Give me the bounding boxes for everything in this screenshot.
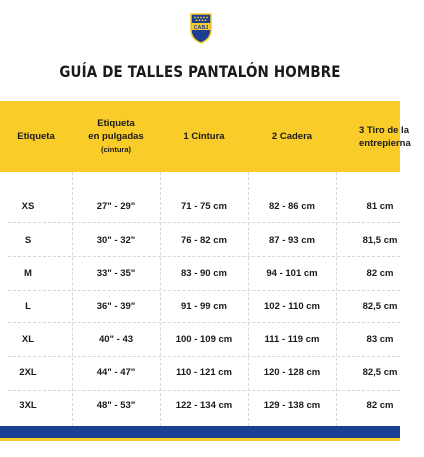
col-header-pulgadas-line2: en pulgadas (88, 131, 144, 142)
cell-pulgadas: 27" - 29" (96, 200, 136, 212)
cell-tiro: 83 cm (366, 333, 394, 345)
cell-tiro: 82 cm (366, 399, 394, 411)
col-header-pulgadas-line1: Etiqueta (97, 118, 135, 129)
cell-cintura: 76 - 82 cm (181, 234, 227, 246)
cell-pulgadas: 44" - 47" (96, 366, 136, 378)
cell-cintura: 100 - 109 cm (175, 333, 233, 345)
cell-cintura: 122 - 134 cm (175, 399, 233, 411)
col-header-cintura: 1 Cintura (183, 131, 225, 142)
club-crest-text: CABJ (193, 24, 209, 31)
col-header-etiqueta: Etiqueta (17, 131, 55, 142)
cell-cadera: 94 - 101 cm (266, 267, 318, 279)
cell-cintura: 91 - 99 cm (181, 300, 227, 312)
cell-cadera: 102 - 110 cm (264, 300, 320, 312)
table-header (0, 101, 411, 172)
cell-pulgadas: 40" - 43 (98, 333, 134, 345)
cell-cadera: 82 - 86 cm (269, 200, 315, 212)
col-header-pulgadas (72, 101, 160, 172)
club-crest-logo (189, 12, 213, 44)
cell-pulgadas: 48" - 53" (96, 399, 136, 411)
cell-etiqueta: M (24, 267, 32, 279)
cell-tiro: 81 cm (366, 200, 394, 212)
col-header-tiro-line1: 3 Tiro de la (359, 124, 409, 136)
cell-pulgadas: 30" - 32" (96, 234, 136, 246)
cell-pulgadas: 33" - 35" (96, 267, 136, 279)
cell-tiro: 81,5 cm (362, 234, 398, 246)
cell-etiqueta: 2XL (19, 366, 37, 378)
cell-etiqueta: XL (21, 333, 35, 345)
cell-cadera: 120 - 128 cm (263, 366, 321, 378)
cell-cadera: 87 - 93 cm (269, 234, 315, 246)
footer-band-blue (0, 426, 400, 438)
page-title: GUÍA DE TALLES PANTALÓN HOMBRE (59, 62, 341, 81)
cell-tiro: 82,5 cm (362, 300, 398, 312)
cell-pulgadas: 36" - 39" (96, 300, 136, 312)
cell-cadera: 111 - 119 cm (264, 333, 320, 345)
cell-etiqueta: 3XL (19, 399, 37, 411)
cell-tiro: 82,5 cm (362, 366, 398, 378)
cell-cintura: 110 - 121 cm (176, 366, 232, 378)
cell-etiqueta: XS (21, 200, 35, 212)
cell-cintura: 71 - 75 cm (181, 200, 227, 212)
footer-band-yellow (0, 438, 400, 441)
col-header-cadera: 2 Cadera (271, 131, 313, 142)
col-header-pulgadas-sub: (cintura) (101, 145, 131, 154)
cell-cadera: 129 - 138 cm (263, 399, 321, 411)
cell-cintura: 83 - 90 cm (181, 267, 227, 279)
cell-etiqueta: L (25, 300, 31, 312)
cell-tiro: 82 cm (366, 267, 394, 279)
cell-etiqueta: S (24, 234, 32, 246)
col-header-tiro (336, 101, 411, 172)
col-header-tiro-line2: entrepierna (359, 137, 411, 149)
